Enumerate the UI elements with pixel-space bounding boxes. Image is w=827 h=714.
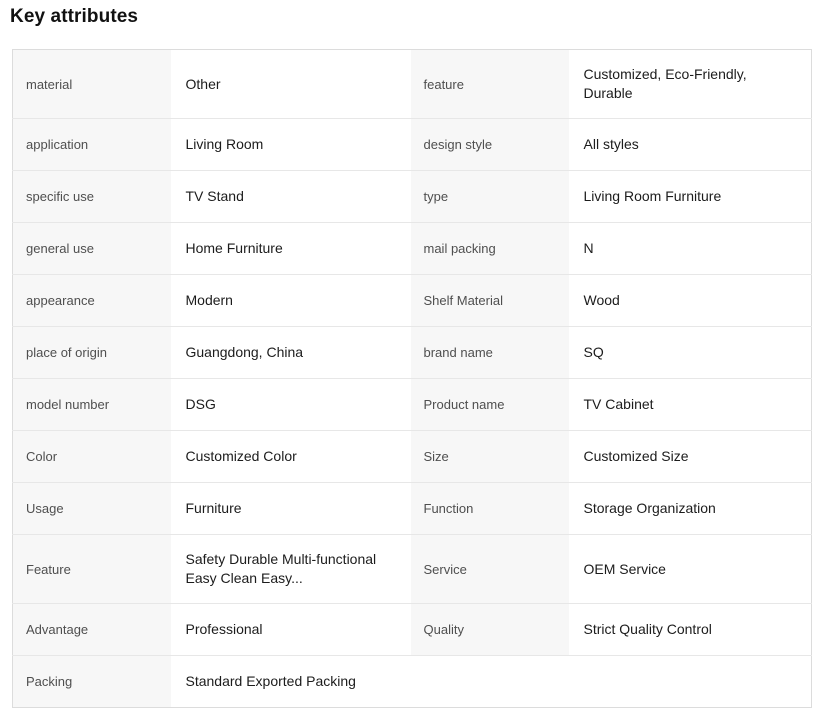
attribute-label: Function xyxy=(411,483,569,535)
attribute-label: model number xyxy=(13,379,171,431)
attribute-label: Quality xyxy=(411,604,569,656)
attribute-row xyxy=(13,379,812,431)
attribute-label: Color xyxy=(13,431,171,483)
attribute-label: Size xyxy=(411,431,569,483)
attribute-label: application xyxy=(13,119,171,171)
attribute-label: brand name xyxy=(411,327,569,379)
attribute-value: Guangdong, China xyxy=(171,327,411,379)
attribute-value: Other xyxy=(171,50,411,119)
attribute-value: Wood xyxy=(569,275,812,327)
attribute-value: Safety Durable Multi-functional Easy Clean Easy... xyxy=(171,535,411,604)
attribute-row xyxy=(13,275,812,327)
attribute-label: mail packing xyxy=(411,223,569,275)
attribute-row xyxy=(13,171,812,223)
attribute-label: place of origin xyxy=(13,327,171,379)
attribute-label: Usage xyxy=(13,483,171,535)
attribute-row xyxy=(13,483,812,535)
attribute-value: Home Furniture xyxy=(171,223,411,275)
attribute-value: OEM Service xyxy=(569,535,812,604)
attribute-value: N xyxy=(569,223,812,275)
attribute-row xyxy=(13,119,812,171)
attribute-value: Furniture xyxy=(171,483,411,535)
attribute-value: All styles xyxy=(569,119,812,171)
attribute-row xyxy=(13,327,812,379)
attribute-row xyxy=(13,656,812,708)
attribute-value: TV Cabinet xyxy=(569,379,812,431)
attribute-label: Advantage xyxy=(13,604,171,656)
key-attributes-section xyxy=(12,49,811,708)
attribute-value: Professional xyxy=(171,604,411,656)
attribute-value: Customized, Eco-Friendly, Durable xyxy=(569,50,812,119)
attribute-value: TV Stand xyxy=(171,171,411,223)
attribute-label: appearance xyxy=(13,275,171,327)
attribute-row xyxy=(13,223,812,275)
attribute-row xyxy=(13,535,812,604)
attribute-label: general use xyxy=(13,223,171,275)
attribute-value: DSG xyxy=(171,379,411,431)
attribute-label: Service xyxy=(411,535,569,604)
attributes-table xyxy=(12,49,812,708)
attribute-label: Shelf Material xyxy=(411,275,569,327)
attribute-value: Storage Organization xyxy=(569,483,812,535)
attribute-value: Living Room Furniture xyxy=(569,171,812,223)
attribute-label: Feature xyxy=(13,535,171,604)
attribute-row xyxy=(13,50,812,119)
attribute-value: Strict Quality Control xyxy=(569,604,812,656)
attribute-label: material xyxy=(13,50,171,119)
attribute-label: Product name xyxy=(411,379,569,431)
attribute-value: Modern xyxy=(171,275,411,327)
attribute-value: Standard Exported Packing xyxy=(171,656,812,708)
attribute-label: type xyxy=(411,171,569,223)
attribute-label: specific use xyxy=(13,171,171,223)
attribute-value: SQ xyxy=(569,327,812,379)
page-title: Key attributes xyxy=(10,6,139,27)
attribute-row xyxy=(13,431,812,483)
attribute-value: Customized Color xyxy=(171,431,411,483)
attribute-label: Packing xyxy=(13,656,171,708)
attribute-label: feature xyxy=(411,50,569,119)
attribute-row xyxy=(13,604,812,656)
attribute-label: design style xyxy=(411,119,569,171)
attribute-value: Customized Size xyxy=(569,431,812,483)
attribute-value: Living Room xyxy=(171,119,411,171)
